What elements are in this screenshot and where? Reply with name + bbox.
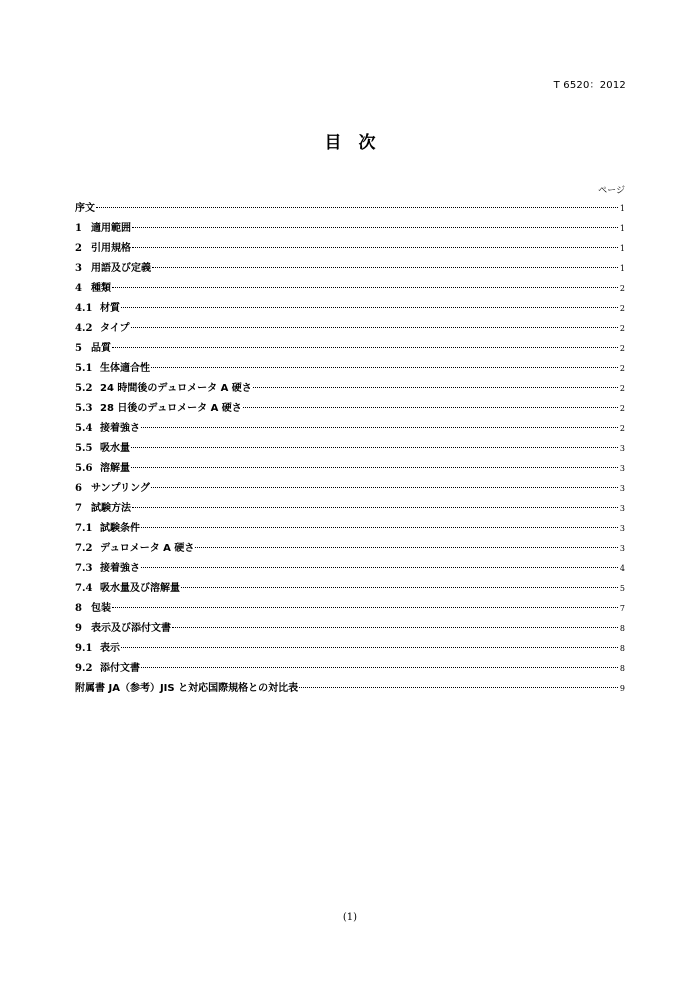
toc-dot-leader xyxy=(253,387,618,388)
toc-entry[interactable] xyxy=(75,539,625,559)
toc-entry[interactable] xyxy=(75,599,625,619)
toc-entry-number: 8 xyxy=(75,603,82,614)
toc-entry-page: 7 xyxy=(619,604,625,613)
toc-entry-page: 3 xyxy=(619,444,625,453)
toc-entry-number: 5.6 xyxy=(75,463,93,474)
toc-entry-title: 表示及び添付文書 xyxy=(91,623,171,634)
toc-entry-number: 4.2 xyxy=(75,323,93,334)
toc-entry[interactable] xyxy=(75,199,625,219)
toc-entry-page: 2 xyxy=(619,364,625,373)
toc-dot-leader xyxy=(141,567,618,568)
toc-entry-title: 溶解量 xyxy=(100,463,130,474)
toc-entry[interactable] xyxy=(75,499,625,519)
toc-entry-number: 7 xyxy=(75,503,82,514)
toc-entry-title: タイプ xyxy=(100,323,130,334)
toc-dot-leader xyxy=(121,647,618,648)
toc-entry-page: 2 xyxy=(619,344,625,353)
toc-dot-leader xyxy=(131,467,618,468)
toc-entry[interactable] xyxy=(75,319,625,339)
toc-entry[interactable] xyxy=(75,439,625,459)
toc-entry[interactable] xyxy=(75,219,625,239)
toc-entry-title: 接着強さ xyxy=(100,563,140,574)
toc-dot-leader xyxy=(96,207,618,208)
toc-entry-number: 4.1 xyxy=(75,303,93,314)
toc-entry[interactable] xyxy=(75,399,625,419)
toc-entry-title: 包装 xyxy=(91,603,111,614)
toc-entry[interactable] xyxy=(75,479,625,499)
toc-entry[interactable] xyxy=(75,379,625,399)
toc-entry-number: 5.5 xyxy=(75,443,93,454)
toc-entry-title: 種類 xyxy=(91,283,111,294)
toc-entry-page: 1 xyxy=(619,264,625,273)
toc-entry-number: 1 xyxy=(75,223,82,234)
toc-entry-title: 用語及び定義 xyxy=(91,263,151,274)
toc-entry-page: 1 xyxy=(619,224,625,233)
toc-dot-leader xyxy=(299,687,618,688)
toc-entry-page: 2 xyxy=(619,324,625,333)
toc-dot-leader xyxy=(121,307,618,308)
toc-dot-leader xyxy=(181,587,618,588)
toc-entry[interactable] xyxy=(75,619,625,639)
toc-entry-title: 品質 xyxy=(91,343,111,354)
toc-entry-title: 添付文書 xyxy=(100,663,140,674)
toc-entry[interactable] xyxy=(75,299,625,319)
toc-entry-title: 表示 xyxy=(100,643,120,654)
table-of-contents xyxy=(75,199,625,699)
toc-dot-leader xyxy=(131,327,619,328)
toc-entry-title: 28 日後のデュロメータ A 硬さ xyxy=(100,403,242,414)
toc-entry[interactable] xyxy=(75,579,625,599)
toc-dot-leader xyxy=(151,487,618,488)
toc-entry-page: 3 xyxy=(619,524,625,533)
toc-entry[interactable] xyxy=(75,359,625,379)
toc-entry-number: 4 xyxy=(75,283,82,294)
toc-entry[interactable] xyxy=(75,459,625,479)
toc-dot-leader xyxy=(112,607,618,608)
toc-entry-page: 9 xyxy=(619,684,625,693)
toc-entry-number: 7.1 xyxy=(75,523,93,534)
toc-entry-page: 3 xyxy=(619,504,625,513)
toc-entry-number: 9 xyxy=(75,623,82,634)
toc-dot-leader xyxy=(132,247,618,248)
toc-entry-number: 7.3 xyxy=(75,563,93,574)
toc-entry[interactable] xyxy=(75,659,625,679)
toc-entry-page: 2 xyxy=(619,424,625,433)
toc-entry-title: 24 時間後のデュロメータ A 硬さ xyxy=(100,383,252,394)
toc-entry[interactable] xyxy=(75,339,625,359)
toc-entry-number: 5.4 xyxy=(75,423,93,434)
toc-entry-title: 試験条件 xyxy=(100,523,140,534)
toc-entry-number: 6 xyxy=(75,483,82,494)
toc-dot-leader xyxy=(141,667,618,668)
toc-entry-page: 4 xyxy=(619,564,625,573)
toc-entry-title: 吸水量 xyxy=(100,443,130,454)
toc-dot-leader xyxy=(112,347,618,348)
toc-entry-page: 2 xyxy=(619,384,625,393)
toc-entry-number: 9.1 xyxy=(75,643,93,654)
toc-dot-leader xyxy=(195,547,618,548)
toc-entry[interactable] xyxy=(75,259,625,279)
toc-entry-title: サンプリング xyxy=(91,483,150,494)
toc-entry-title: 序文 xyxy=(75,203,95,214)
toc-entry[interactable] xyxy=(75,559,625,579)
toc-entry-page: 3 xyxy=(619,484,625,493)
toc-entry-page: 1 xyxy=(619,204,625,213)
toc-entry-number: 3 xyxy=(75,263,82,274)
toc-entry-page: 1 xyxy=(619,244,625,253)
toc-entry[interactable] xyxy=(75,519,625,539)
toc-dot-leader xyxy=(151,367,618,368)
toc-entry-page: 8 xyxy=(619,624,625,633)
toc-entry-page: 3 xyxy=(619,464,625,473)
toc-dot-leader xyxy=(141,527,618,528)
toc-entry[interactable] xyxy=(75,279,625,299)
standard-number: T 6520：2012 xyxy=(553,80,626,91)
toc-dot-leader xyxy=(172,627,618,628)
toc-dot-leader xyxy=(131,447,618,448)
toc-entry-number: 5.3 xyxy=(75,403,93,414)
toc-entry[interactable] xyxy=(75,239,625,259)
toc-dot-leader xyxy=(112,287,618,288)
toc-entry-number: 5 xyxy=(75,343,82,354)
footer-page-number: (1) xyxy=(342,912,358,923)
toc-entry-title: 引用規格 xyxy=(91,243,131,254)
toc-entry-title: 試験方法 xyxy=(91,503,131,514)
toc-entry-page: 5 xyxy=(619,584,625,593)
toc-entry-number: 2 xyxy=(75,243,82,254)
toc-entry-page: 3 xyxy=(619,544,625,553)
toc-entry-page: 8 xyxy=(619,644,625,653)
toc-entry-page: 2 xyxy=(619,304,625,313)
toc-entry-page: 2 xyxy=(619,404,625,413)
toc-entry[interactable] xyxy=(75,639,625,659)
toc-entry[interactable] xyxy=(75,419,625,439)
toc-entry-title: デュロメータ A 硬さ xyxy=(100,543,195,554)
toc-entry-title: 接着強さ xyxy=(100,423,140,434)
toc-entry-number: 5.2 xyxy=(75,383,93,394)
toc-entry-number: 7.2 xyxy=(75,543,93,554)
toc-entry-number: 7.4 xyxy=(75,583,93,594)
toc-dot-leader xyxy=(132,227,618,228)
toc-entry-title: 生体適合性 xyxy=(100,363,150,374)
toc-dot-leader xyxy=(132,507,618,508)
toc-entry-title: 附属書 JA（参考）JIS と対応国際規格との対比表 xyxy=(75,683,299,694)
toc-entry-page: 8 xyxy=(619,664,625,673)
toc-entry-title: 適用範囲 xyxy=(91,223,131,234)
toc-entry-title: 吸水量及び溶解量 xyxy=(100,583,180,594)
toc-entry-page: 2 xyxy=(619,284,625,293)
toc-dot-leader xyxy=(243,407,618,408)
toc-dot-leader xyxy=(152,267,618,268)
page-title: 目 次 xyxy=(324,133,376,153)
toc-dot-leader xyxy=(141,427,618,428)
toc-entry-title: 材質 xyxy=(100,303,120,314)
toc-entry[interactable] xyxy=(75,679,625,699)
toc-entry-number: 5.1 xyxy=(75,363,93,374)
toc-entry-number: 9.2 xyxy=(75,663,93,674)
page-column-label: ページ xyxy=(598,186,625,196)
